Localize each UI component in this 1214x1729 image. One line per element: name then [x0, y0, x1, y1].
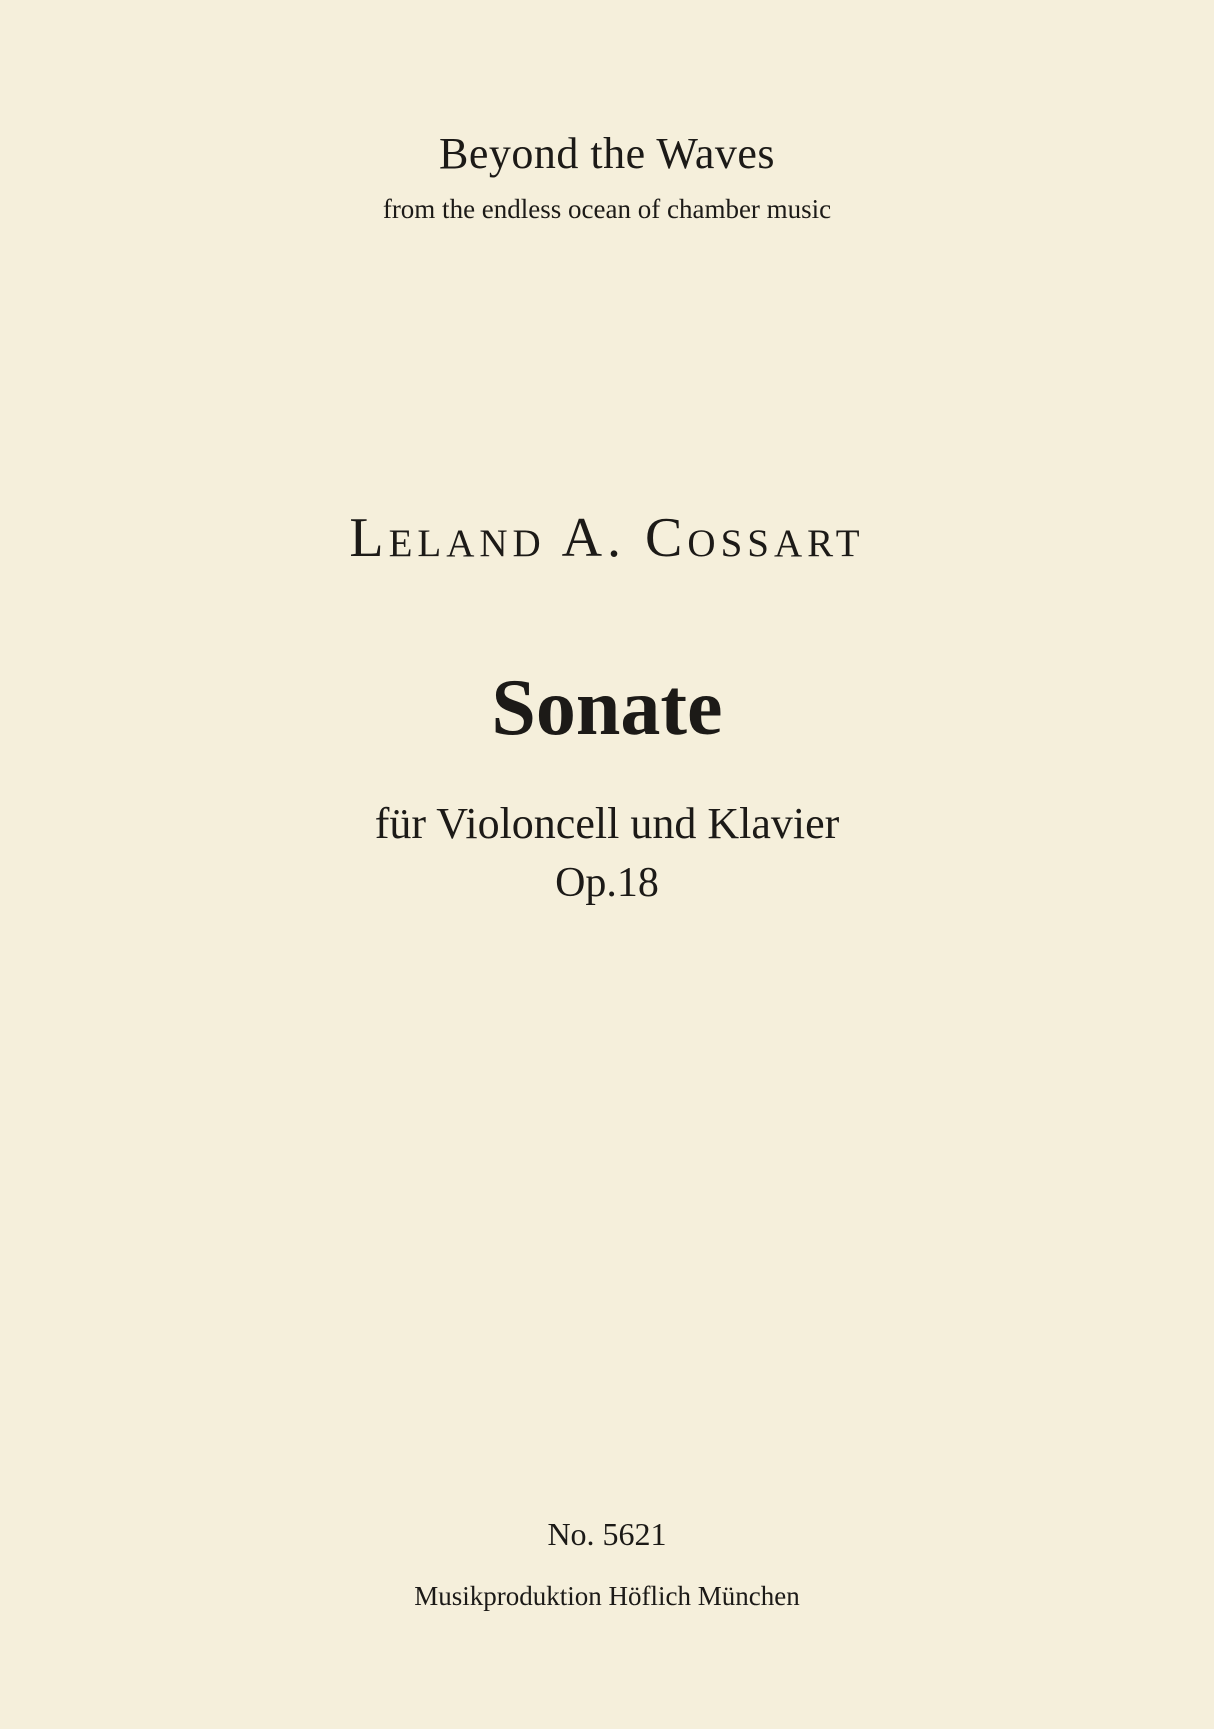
publisher-name: Musikproduktion Höflich München — [414, 1581, 800, 1611]
series-subtitle: from the endless ocean of chamber music — [382, 194, 832, 224]
opus-number: Op.18 — [555, 860, 659, 906]
series-title: Beyond the Waves — [438, 129, 776, 178]
work-title: Sonate — [491, 664, 723, 752]
composer-name: Leland A. Cossart — [349, 507, 865, 569]
catalog-number: No. 5621 — [547, 1516, 667, 1552]
instrumentation: für Violoncell und Klavier — [374, 799, 840, 848]
